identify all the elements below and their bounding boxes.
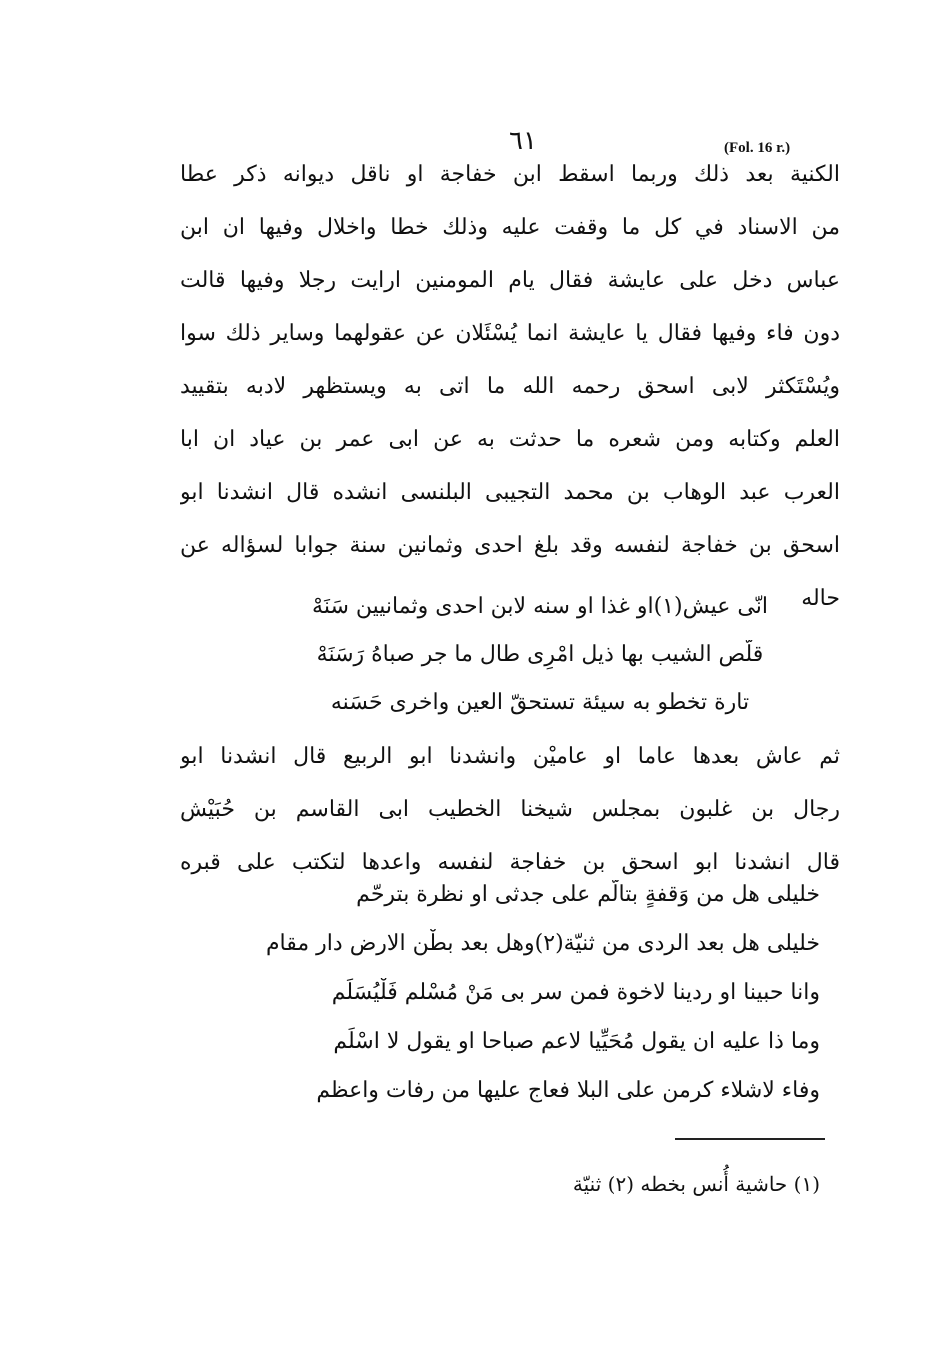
prose-paragraph-1: [180, 160, 840, 637]
text-line: ويُسْتَكثر لابى اسحق رحمه الله ما اتى به ويستظهر لادبه بتقييد: [180, 374, 840, 399]
verse-line: خليلى هل بعد الردى من ثنيّة(٢)وهل بعد بطْن الارض دار مقام: [265, 931, 820, 956]
footnote-divider: [675, 1138, 825, 1140]
text-line: رجال بن غلبون بمجلس شيخنا الخطيب ابى القاسم بن حُبَيْش: [180, 797, 840, 822]
verse-line: وفاء لاشلاء كرمن على البلا فعاج عليها من رفات واعظم: [316, 1078, 820, 1103]
text-line: حاله: [801, 586, 840, 611]
verse-line: تارة تخطو به سيئة تستحقّ العين واخرى حَسَنه: [330, 690, 750, 715]
folio-reference: (Fol. 16 r.): [724, 140, 791, 156]
text-line: عباس دخل على عايشة فقال يام المومنين ارايت رجلا وفيها قالت: [180, 268, 840, 293]
text-line: العرب عبد الوهاب بن محمد التجيبى البلنسى انشده قال انشدنا ابو: [180, 480, 840, 505]
verse-line: انّى عيش(١)او غذا او سنه لابن احدى وثمانيين سَنَهْ: [312, 594, 768, 619]
poem-2: [240, 880, 840, 1125]
verse-line: وانا حبينا او ردينا لاخوة فمن سر بى مَنْ مُسْلم فَلْيُسَلِّم: [331, 980, 820, 1005]
text-line: العلم وكتابه ومن شعره ما حدثت به عن ابى عمر بن عياد ان ابا: [180, 427, 840, 452]
text-line: ثم عاش بعدها عاما او عاميْن وانشدنا ابو الربيع قال انشدنا ابو: [180, 744, 840, 769]
text-line: من الاسناد في كل ما وقفت عليه وذلك خطا واخلال وفيها ان ابن: [180, 215, 840, 240]
prose-paragraph-2: [180, 742, 840, 901]
text-line: الكنية بعد ذلك وربما اسقط ابن خفاجة او ناقل ديوانه ذكر عطا: [180, 162, 840, 187]
text-line: اسحق بن خفاجة لنفسه وقد بلغ احدى وثمانين سنة جوابا لسؤاله عن: [180, 533, 840, 558]
verse-line: خليلى هل من وَقفةٍ بتالّم على جدثى او نظرة بترحّم: [356, 882, 820, 907]
page-number: ٦١: [509, 126, 537, 156]
text-line: قال انشدنا ابو اسحق بن خفاجة لنفسه واعدها لتكتب على قبره: [180, 850, 840, 875]
verse-line: وما ذا عليه ان يقول مُحَيِّيا لاعم صباحا او يقول لا اسْلَم: [333, 1029, 820, 1054]
footnote: (١) حاشية أُنس بخطه (٢) ثنيّة: [572, 1172, 820, 1196]
poem-1: [240, 592, 840, 736]
verse-line: قلّص الشيب بها ذيل امْرِى طال ما جر صباهُ رَسَنَهْ: [316, 642, 764, 667]
text-line: دون فاء وفيها فقال يا عايشة انما يُسْئَلان عن عقولهما وساير ذلك سوا: [180, 321, 840, 346]
